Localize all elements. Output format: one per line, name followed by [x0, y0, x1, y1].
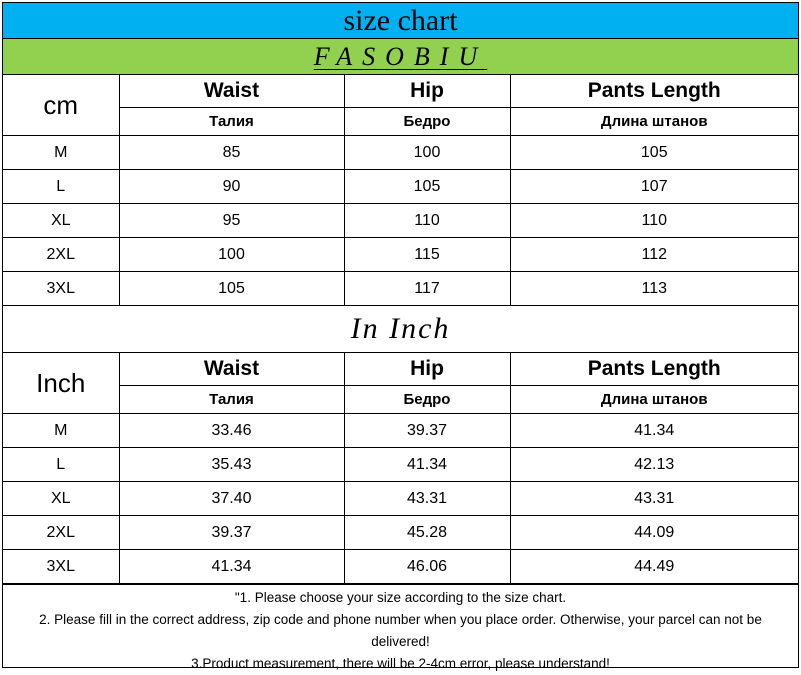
note-item: 3.Product measurement, there will be 2-4cm error, please understand! [191, 656, 610, 671]
col-subheader-pants-length: Длина штанов [510, 108, 798, 136]
pants-length-value: 44.49 [510, 550, 798, 584]
col-header-pants-length: Pants Length [510, 75, 798, 108]
pants-length-value: 112 [510, 238, 798, 272]
col-subheader-hip: Бедро [344, 108, 510, 136]
size-label: M [3, 414, 119, 448]
col-header-waist: Waist [119, 353, 344, 386]
note-item: "1. Please choose your size according to the size chart. [234, 590, 567, 605]
inch-size-table [3, 353, 798, 584]
table-row [3, 550, 798, 584]
hip-value: 41.34 [344, 448, 510, 482]
cm-size-table [3, 75, 798, 306]
col-subheader-waist: Талия [119, 386, 344, 414]
hip-value: 115 [344, 238, 510, 272]
hip-value: 43.31 [344, 482, 510, 516]
col-header-waist: Waist [119, 75, 344, 108]
note-item: 2. Please fill in the correct address, zip code and phone number when you place order. Otherwise, your parcel can not be delivered! [39, 612, 762, 649]
size-label: L [3, 170, 119, 204]
size-chart-title [3, 3, 798, 39]
table-row [3, 516, 798, 550]
col-subheader-hip: Бедро [344, 386, 510, 414]
table-row [3, 204, 798, 238]
hip-value: 45.28 [344, 516, 510, 550]
size-chart-sheet [2, 2, 799, 671]
table-row [3, 272, 798, 306]
title-text: size chart [343, 3, 458, 37]
hip-value: 100 [344, 136, 510, 170]
pants-length-value: 44.09 [510, 516, 798, 550]
waist-value: 35.43 [119, 448, 344, 482]
size-label: 3XL [3, 272, 119, 306]
waist-value: 33.46 [119, 414, 344, 448]
col-header-hip: Hip [344, 75, 510, 108]
waist-value: 95 [119, 204, 344, 238]
hip-value: 46.06 [344, 550, 510, 584]
hip-value: 39.37 [344, 414, 510, 448]
pants-length-value: 41.34 [510, 414, 798, 448]
size-label: 3XL [3, 550, 119, 584]
cm-unit-label: cm [3, 75, 119, 136]
pants-length-value: 107 [510, 170, 798, 204]
size-label: 2XL [3, 516, 119, 550]
waist-value: 90 [119, 170, 344, 204]
hip-value: 117 [344, 272, 510, 306]
waist-value: 37.40 [119, 482, 344, 516]
brand-name: FASOBIU [313, 41, 488, 71]
size-label: M [3, 136, 119, 170]
inch-section-title [3, 306, 798, 353]
hip-value: 110 [344, 204, 510, 238]
pants-length-value: 42.13 [510, 448, 798, 482]
hip-value: 105 [344, 170, 510, 204]
notes-section [3, 584, 798, 675]
pants-length-value: 110 [510, 204, 798, 238]
brand-banner [3, 39, 798, 75]
size-label: XL [3, 482, 119, 516]
waist-value: 105 [119, 272, 344, 306]
table-row [3, 482, 798, 516]
waist-value: 85 [119, 136, 344, 170]
col-subheader-pants-length: Длина штанов [510, 386, 798, 414]
col-header-hip: Hip [344, 353, 510, 386]
pants-length-value: 105 [510, 136, 798, 170]
table-row [3, 448, 798, 482]
waist-value: 41.34 [119, 550, 344, 584]
pants-length-value: 43.31 [510, 482, 798, 516]
waist-value: 39.37 [119, 516, 344, 550]
size-label: L [3, 448, 119, 482]
waist-value: 100 [119, 238, 344, 272]
pants-length-value: 113 [510, 272, 798, 306]
col-header-pants-length: Pants Length [510, 353, 798, 386]
size-label: XL [3, 204, 119, 238]
col-subheader-waist: Талия [119, 108, 344, 136]
inch-title-text: In Inch [350, 312, 451, 345]
table-row [3, 414, 798, 448]
inch-unit-label: Inch [3, 353, 119, 414]
table-row [3, 170, 798, 204]
table-row [3, 136, 798, 170]
table-row [3, 238, 798, 272]
size-label: 2XL [3, 238, 119, 272]
